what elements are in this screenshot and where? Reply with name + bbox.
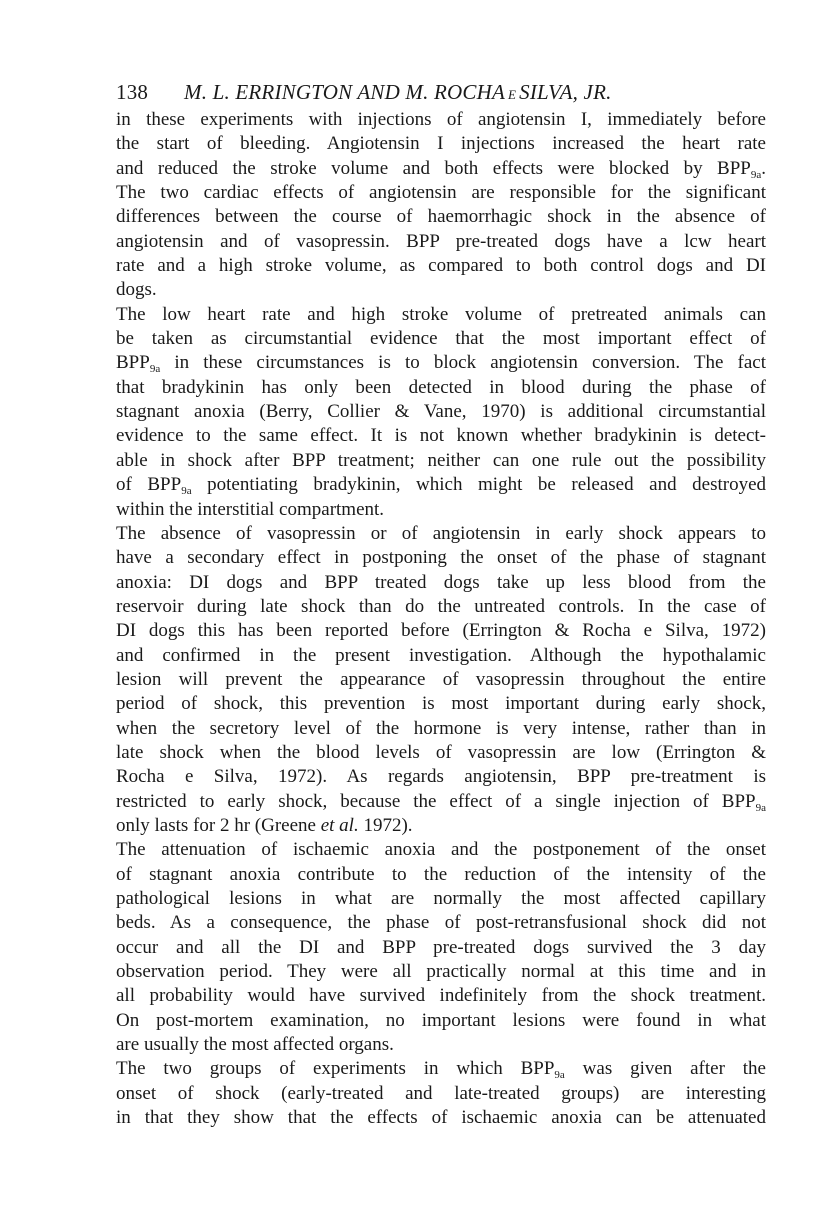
authors-particle: E (508, 87, 517, 102)
text-line: onset of shock (early-treated and late-treated groups) are interesting (116, 1082, 766, 1104)
running-head-authors (184, 78, 612, 109)
text-line: lesion will prevent the appearance of vasopressin throughout the entire (116, 668, 766, 690)
text-line: beds. As a consequence, the phase of post-retransfusional shock did not (116, 912, 766, 934)
text-line: The low heart rate and high stroke volume of pretreated animals can (116, 303, 766, 325)
text-line: On post-mortem examination, no important lesions were found in what (116, 1009, 766, 1031)
text-line: pathological lesions in what are normally the most affected capillary (116, 888, 766, 909)
subscript: 9a (554, 1069, 565, 1082)
text-line: within the interstitial compartment. (116, 498, 385, 520)
text-line: of $BPP_{9a}$ potentiating bradykinin, which might be released and destroyed (116, 474, 767, 498)
text-line: restricted to early shock, because the effect of a single injection of $BPP_{9a}$ (116, 790, 766, 814)
text-line: are usually the most affected organs. (116, 1034, 394, 1056)
text-line: of stagnant anoxia contribute to the reduction of the intensity of the (116, 863, 766, 885)
text-line: differences between the course of haemorrhagic shock in the absence of (116, 206, 766, 228)
text-line: observation period. They were all practically normal at this time and in (116, 961, 766, 983)
text-line: occur and all the DI and BPP pre-treated dogs survived the 3 day (116, 936, 766, 958)
paragraph (116, 303, 766, 522)
text-line: late shock when the blood levels of vasopressin are low (Errington & (116, 741, 766, 763)
italic-text: et al. (320, 814, 359, 836)
text-line: The attenuation of ischaemic anoxia and the postponement of the onset (116, 839, 766, 861)
text-line: in that they show that the effects of ischaemic anoxia can be attenuated (116, 1107, 766, 1129)
text-line: period of shock, this prevention is most important during early shock, (116, 693, 766, 715)
page (116, 78, 766, 1130)
paragraph (116, 1057, 766, 1130)
text-line: angiotensin and of vasopressin. BPP pre-treated dogs have a lcw heart (116, 230, 766, 252)
text-line: in these experiments with injections of angiotensin I, immediately before (116, 109, 766, 130)
text-line: only lasts for 2 hr (Greene et al. 1972). (116, 814, 413, 836)
paragraph (116, 838, 766, 1057)
text-line: Rocha e Silva, 1972). As regards angiotensin, BPP pre-treatment is (116, 766, 766, 788)
text-line: evidence to the same effect. It is not known whether bradykinin is detect- (116, 425, 766, 447)
text-line: DI dogs this has been reported before (Errington & Rocha e Silva, 1972) (116, 620, 766, 642)
text-line: anoxia: DI dogs and BPP treated dogs take up less blood from the (116, 571, 766, 593)
text-line: that bradykinin has only been detected in blood during the phase of (116, 376, 766, 398)
text-line: The two cardiac effects of angiotensin are responsible for the significant (116, 182, 766, 204)
subscript: 9a (750, 168, 762, 181)
authors-part2: SILVA, JR. (519, 80, 612, 104)
body-text (116, 108, 766, 1130)
subscript: 9a (149, 363, 161, 376)
text-line: the start of bleeding. Angiotensin I injections increased the heart rate (116, 133, 766, 155)
subscript: 9a (181, 485, 192, 498)
paragraph (116, 108, 766, 303)
paragraph (116, 522, 766, 838)
page-number: 138 (116, 80, 149, 104)
running-head (116, 78, 766, 108)
text-line: have a secondary effect in postponing the onset of the phase of stagnant (116, 547, 766, 569)
text-line: be taken as circumstantial evidence that the most important effect of (116, 328, 766, 350)
text-line: all probability would have survived indefinitely from the shock treatment. (116, 985, 766, 1007)
text-line: and confirmed in the present investigation. Although the hypothalamic (116, 644, 766, 666)
text-line: when the secretory level of the hormone is very intense, rather than in (116, 717, 766, 739)
text-line: stagnant anoxia (Berry, Collier & Vane, 1970) is additional circumstantial (116, 401, 766, 423)
text-line: and reduced the stroke volume and both effects were blocked by $BPP_{9a}$. (116, 157, 766, 181)
text-line: The absence of vasopressin or of angiotensin in early shock appears to (116, 522, 766, 544)
text-line: reservoir during late shock than do the untreated controls. In the case of (116, 595, 766, 617)
text-line: dogs. (116, 279, 157, 301)
text-line: The two groups of experiments in which $BPP_{9a}$ was given after the (116, 1058, 766, 1082)
authors-part1: M. L. ERRINGTON AND M. ROCHA (184, 80, 505, 104)
text-line: rate and a high stroke volume, as compared to both control dogs and DI (116, 255, 766, 277)
text-line: able in shock after BPP treatment; neither can one rule out the possibility (116, 449, 766, 471)
subscript: 9a (755, 801, 766, 814)
text-line: $BPP_{9a}$ in these circumstances is to block angiotensin conversion. The fact (116, 352, 766, 376)
